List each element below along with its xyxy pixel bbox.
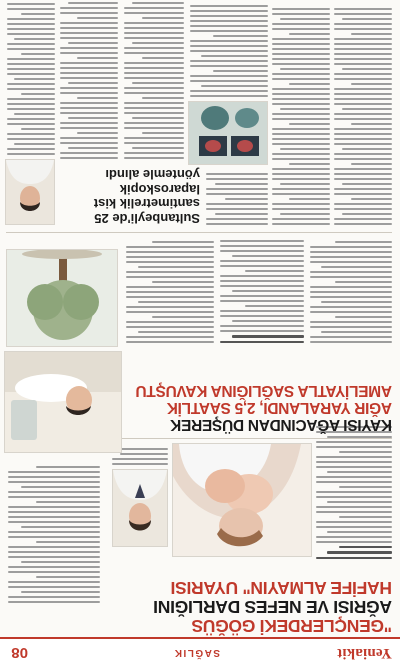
headline-tree-fall-line3: AMELİYATLA SAĞLIĞINA KAVUŞTU — [135, 382, 392, 399]
newspaper-logo: Yeniakit — [337, 645, 392, 661]
headline-tree-fall — [120, 382, 392, 433]
chest-pain-photo — [172, 443, 312, 557]
article-column-cyst-7 — [7, 0, 55, 155]
article-column-tree-fall-2 — [220, 237, 304, 343]
article-column-cyst-6 — [60, 0, 118, 159]
article-column-chest-pain-1 — [316, 423, 392, 559]
doctor-portrait-1 — [112, 469, 168, 547]
article-column-tree-fall-1 — [310, 238, 392, 343]
article-column-cyst-5 — [124, 0, 184, 159]
page-number: 08 — [11, 644, 28, 661]
headline-tree-fall-line2: AĞIR YARALANDI, 2,5 SAATLİK — [166, 399, 392, 416]
article-column-cyst-1 — [334, 5, 392, 225]
surgery-photo — [188, 101, 268, 165]
headline-chest-pain — [106, 578, 392, 635]
article-column-cyst-3 — [206, 170, 268, 225]
patient-photo — [4, 351, 122, 453]
article-column-chest-pain-3 — [8, 463, 100, 603]
article-column-tree-fall-3 — [126, 238, 214, 343]
headline-chest-pain-line1: "GENÇLERDEKİ GÖĞÜS — [191, 616, 392, 636]
section-divider-2 — [6, 232, 392, 233]
article-column-cyst-2 — [272, 5, 330, 225]
masthead — [0, 637, 400, 665]
headline-cyst: Sultanbeyli'de 25 santimetrelik kist laparoskopik yöntemle alındı — [93, 167, 200, 226]
section-title: SAĞLIK — [173, 647, 220, 658]
apricot-tree-photo — [6, 249, 118, 347]
headline-chest-pain-line3: HAFİFE ALMAYIN" UYARISI — [170, 578, 392, 598]
article-column-cyst-4 — [190, 2, 268, 97]
headline-chest-pain-line2: AĞRISI VE NEFES DARLIĞINI — [153, 597, 392, 617]
doctor-portrait-2 — [5, 159, 55, 225]
headline-tree-fall-line1: KAYISI AĞACINDAN DÜŞEREK — [170, 416, 392, 433]
